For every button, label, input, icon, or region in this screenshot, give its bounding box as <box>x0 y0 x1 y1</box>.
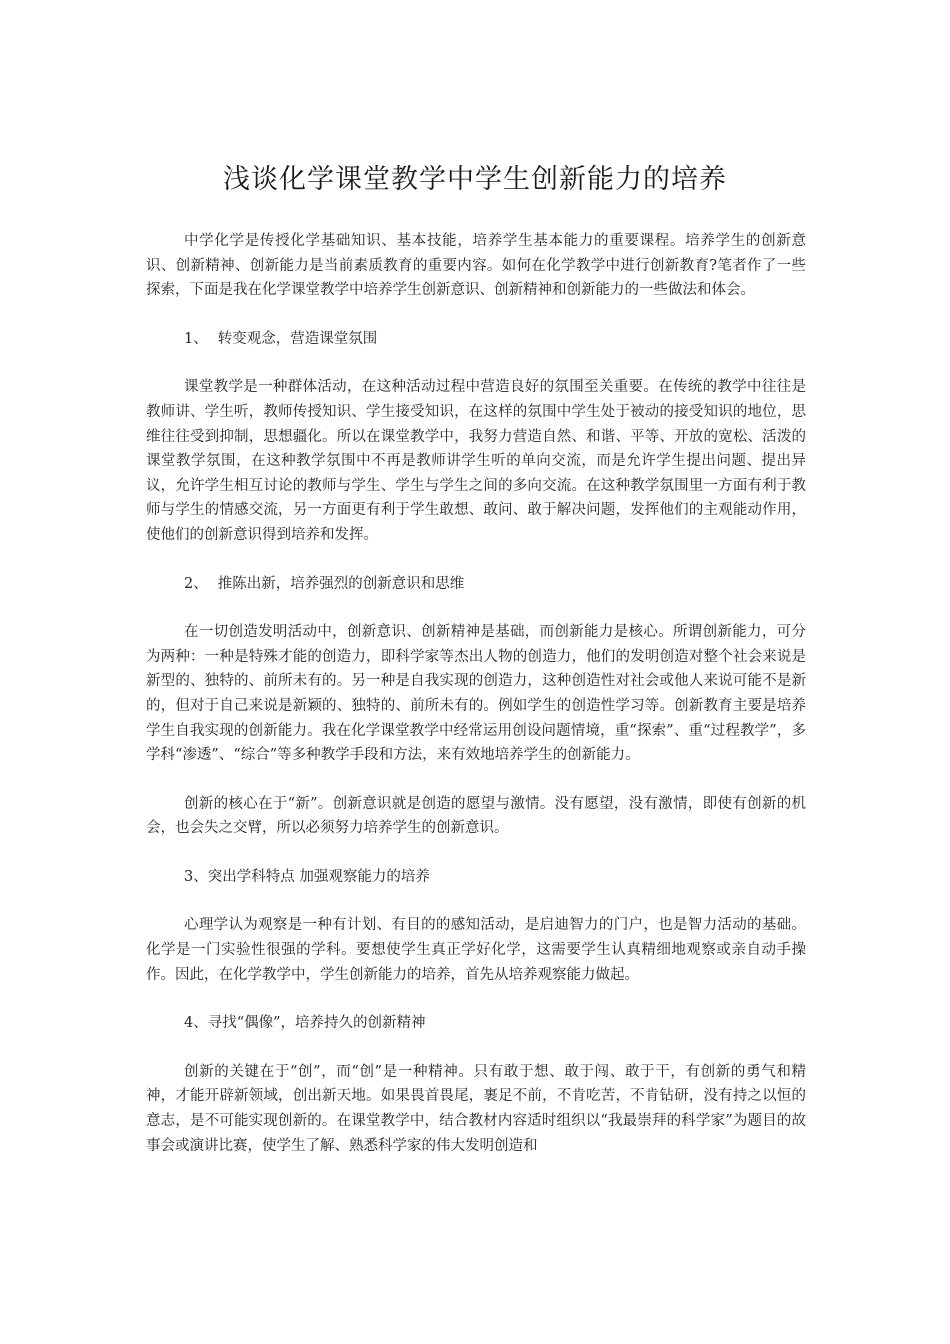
section-number: 3、 <box>184 868 208 885</box>
section-heading-text: 突出学科特点 加强观察能力的培养 <box>207 868 430 885</box>
section-heading-text: 转变观念，营造课堂氛围 <box>217 330 378 347</box>
section-number: 4、 <box>184 1015 208 1032</box>
section-heading-3 <box>146 865 806 890</box>
section-number: 1、 <box>184 330 208 347</box>
section-3-paragraph-1: 心理学认为观察是一种有计划、有目的的感知活动，是启迪智力的门户，也是智力活动的基础。化学是一门实验性很强的学科。要想使学生真正学好化学，这需要学生认真精细地观察或亲自动手操作。因此，在化学教学中，学生创新能力的培养，首先从培养观察能力做起。 <box>146 917 806 983</box>
section-heading-text: 推陈出新，培养强烈的创新意识和思维 <box>217 575 465 592</box>
section-2-paragraph-1: 在一切创造发明活动中，创新意识、创新精神是基础，而创新能力是核心。所谓创新能力，可分为两种：一种是特殊才能的创造力，即科学家等杰出人物的创造力，他们的发明创造对整个社会来说是新型的、独特的、前所未有的。另一种是自我实现的创造力，这种创造性对社会或他人来说可能不是新的，但对于自己来说是新颖的、独特的、前所未有的。例如学生的创造性学习等。创新教育主要是培养学生自我实现的创新能力。我在化学课堂教学中经常运用创设问题情境，重“探索”、重“过程教学”，多学科“渗透”、“综合”等多种教学手段和方法，来有效地培养学生的创新能力。 <box>146 624 806 764</box>
section-heading-text: 寻找“偶像”，培养持久的创新精神 <box>207 1015 426 1032</box>
intro-paragraph: 中学化学是传授化学基础知识、基本技能，培养学生基本能力的重要课程。培养学生的创新意识、创新精神、创新能力是当前素质教育的重要内容。如何在化学教学中进行创新教育?笔者作了一些探索，下面是我在化学课堂教学中培养学生创新意识、创新精神和创新能力的一些做法和体会。 <box>146 233 806 299</box>
section-number: 2、 <box>184 575 208 592</box>
section-heading-2 <box>146 572 806 597</box>
document-title: 浅谈化学课堂教学中学生创新能力的培养 <box>223 164 727 195</box>
section-1-paragraph-1: 课堂教学是一种群体活动，在这种活动过程中营造良好的氛围至关重要。在传统的教学中往往是教师讲、学生听，教师传授知识、学生接受知识，在这样的氛围中学生处于被动的接受知识的地位，思维往往受到抑制，思想疆化。所以在课堂教学中，我努力营造自然、和谐、平等、开放的宽松、活泼的课堂教学氛围，在这种教学氛围中不再是教师讲学生听的单向交流，而是允许学生提出问题、提出异议，允许学生相互讨论的教师与学生、学生与学生之间的多向交流。在这种教学氛围里一方面有利于教师与学生的情感交流，另一方面更有利于学生敢想、敢问、敢于解决问题，发挥他们的主观能动作用，使他们的创新意识得到培养和发挥。 <box>146 379 806 543</box>
section-2-paragraph-2: 创新的核心在于“新”。创新意识就是创造的愿望与激情。没有愿望，没有激情，即使有创新的机会，也会失之交臂，所以必须努力培养学生的创新意识。 <box>146 795 806 837</box>
section-heading-1 <box>146 327 806 352</box>
section-heading-4 <box>146 1011 806 1036</box>
section-4-paragraph-1: 创新的关键在于“创”，而“创”是一种精神。只有敢于想、敢于闯、敢于干，有创新的勇气和精神，才能开辟新领域，创出新天地。如果畏首畏尾，裹足不前，不肯吃苦，不肯钻研，没有持之以恒的意志，是不可能实现创新的。在课堂教学中，结合教材内容适时组织以“我最崇拜的科学家”为题目的故事会或演讲比赛，使学生了解、熟悉科学家的伟大发明创造和 <box>146 1063 806 1154</box>
document-body <box>146 229 806 1182</box>
